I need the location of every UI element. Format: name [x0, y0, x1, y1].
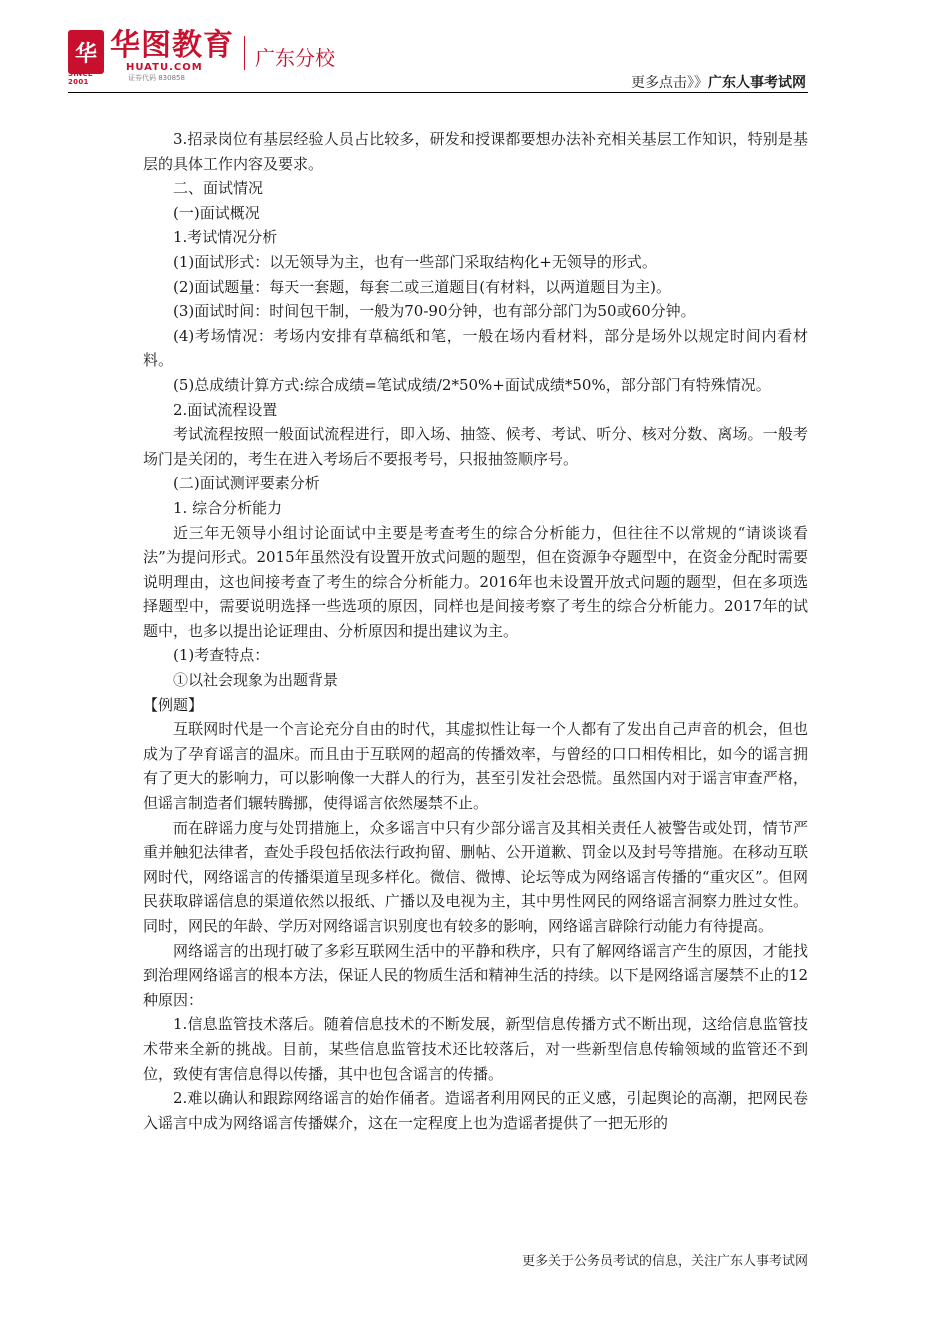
example-paragraph: 2.难以确认和跟踪网络谣言的始作俑者。造谣者利用网民的正义感，引起舆论的高潮，把网民卷入谣言中成为网络谣言传播媒介，这在一定程度上也为造谣者提供了一把无形的	[143, 1089, 808, 1132]
header-rule	[68, 92, 808, 93]
paragraph: 3.招录岗位有基层经验人员占比较多，研发和授课都要想办法补充相关基层工作知识，特别是基层的具体工作内容及要求。	[143, 130, 808, 173]
more-info-link[interactable]	[631, 72, 806, 92]
page-header	[68, 26, 808, 92]
paragraph: (2)面试题量：每天一套题，每套二或三道题目(有材料，以两道题目为主)。	[173, 277, 671, 296]
document-body	[143, 127, 808, 1135]
paragraph: 考试流程按照一般面试流程进行，即入场、抽签、候考、考试、听分、核对分数、离场。一般考场门是关闭的，考生在进入考场后不要报考号，只报抽签顺序号。	[143, 425, 808, 468]
example-paragraph: 网络谣言的出现打破了多彩互联网生活中的平静和秩序，只有了解网络谣言产生的原因，才能找到治理网络谣言的根本方法，保证人民的物质生活和精神生活的持续。以下是网络谣言屡禁不止的12种原因：	[143, 941, 808, 1009]
subsection-heading: (一)面试概况	[173, 203, 260, 222]
more-info-site: 广东人事考试网	[708, 75, 806, 91]
example-paragraph: 互联网时代是一个言论充分自由的时代，其虚拟性让每一个人都有了发出自己声音的机会，但也成为了孕育谣言的温床。而且由于互联网的超高的传播效率，与曾经的口口相传相比，如今的谣言拥有了更大的影响力，可以影响像一大群人的行为，甚至引发社会恐慌。虽然国内对于谣言审查严格，但谣言制造者们辗转腾挪，使得谣言依然屡禁不止。	[143, 720, 808, 813]
stock-code: 证券代码 830858	[128, 74, 185, 82]
brand-domain: HUATU.COM	[126, 62, 203, 73]
paragraph: (1)考查特点：	[173, 646, 270, 665]
page-footer: 更多关于公务员考试的信息，关注广东人事考试网	[521, 1254, 808, 1269]
subsection-heading: (二)面试测评要素分析	[173, 474, 320, 493]
example-label: 【例题】	[143, 695, 204, 714]
since-label: SINCE 2001	[68, 70, 93, 86]
item-heading: 1.考试情况分析	[173, 228, 278, 247]
paragraph: (1)面试形式：以无领导为主，也有一些部门采取结构化+无领导的形式。	[173, 252, 657, 271]
paragraph: ①以社会现象为出题背景	[173, 671, 339, 690]
example-paragraph: 1.信息监管技术落后。随着信息技术的不断发展，新型信息传播方式不断出现，这给信息监管技术带来全新的挑战。目前，某些信息监管技术还比较落后，对一些新型信息传输领域的监管还不到位，致使有害信息得以传播，其中也包含谣言的传播。	[143, 1015, 808, 1083]
example-paragraph: 而在辟谣力度与处罚措施上，众多谣言中只有少部分谣言及其相关责任人被警告或处罚，情节严重并触犯法律者，查处手段包括依法行政拘留、删帖、公开道歉、罚金以及封号等措施。在移动互联网时代，网络谣言的传播渠道呈现多样化。微信、微博、论坛等成为网络谣言传播的“重灾区”。但网民获取辟谣信息的渠道依然以报纸、广播以及电视为主，其中男性网民的网络谣言洞察力胜过女性。同时，网民的年龄、学历对网络谣言识别度也有较多的影响，网络谣言辟除行动能力有待提高。	[143, 818, 808, 935]
more-info-prefix: 更多点击》》	[631, 75, 708, 91]
branch-name: 广东分校	[255, 46, 335, 70]
huatu-logo[interactable]	[68, 28, 335, 86]
item-heading: 1. 综合分析能力	[173, 498, 283, 517]
item-heading: 2.面试流程设置	[173, 400, 278, 419]
brand-name: 华图教育	[110, 28, 234, 63]
huatu-logo-icon: 华	[68, 30, 104, 74]
section-heading: 二、面试情况	[173, 179, 264, 198]
paragraph: (3)面试时间：时间包干制，一般为70-90分钟，也有部分部门为50或60分钟。	[173, 302, 696, 321]
logo-divider	[244, 36, 245, 70]
paragraph: (5)总成绩计算方式:综合成绩=笔试成绩/2*50%+面试成绩*50%，部分部门有特殊情况。	[173, 375, 771, 394]
paragraph: 近三年无领导小组讨论面试中主要是考查考生的综合分析能力，但往往不以常规的“请谈谈看法”为提问形式。2015年虽然没有设置开放式问题的题型，但在资源争夺题型中，在资金分配时需要说明理由，这也间接考查了考生的综合分析能力。2016年也未设置开放式问题的题型，但在多项选择题型中，需要说明选择一些选项的原因，同样也是间接考察了考生的综合分析能力。2017年的试题中，也多以提出论证理由、分析原因和提出建议为主。	[143, 523, 808, 640]
paragraph: (4)考场情况：考场内安排有草稿纸和笔，一般在场内看材料，部分是场外以规定时间内看材料。	[143, 326, 808, 370]
